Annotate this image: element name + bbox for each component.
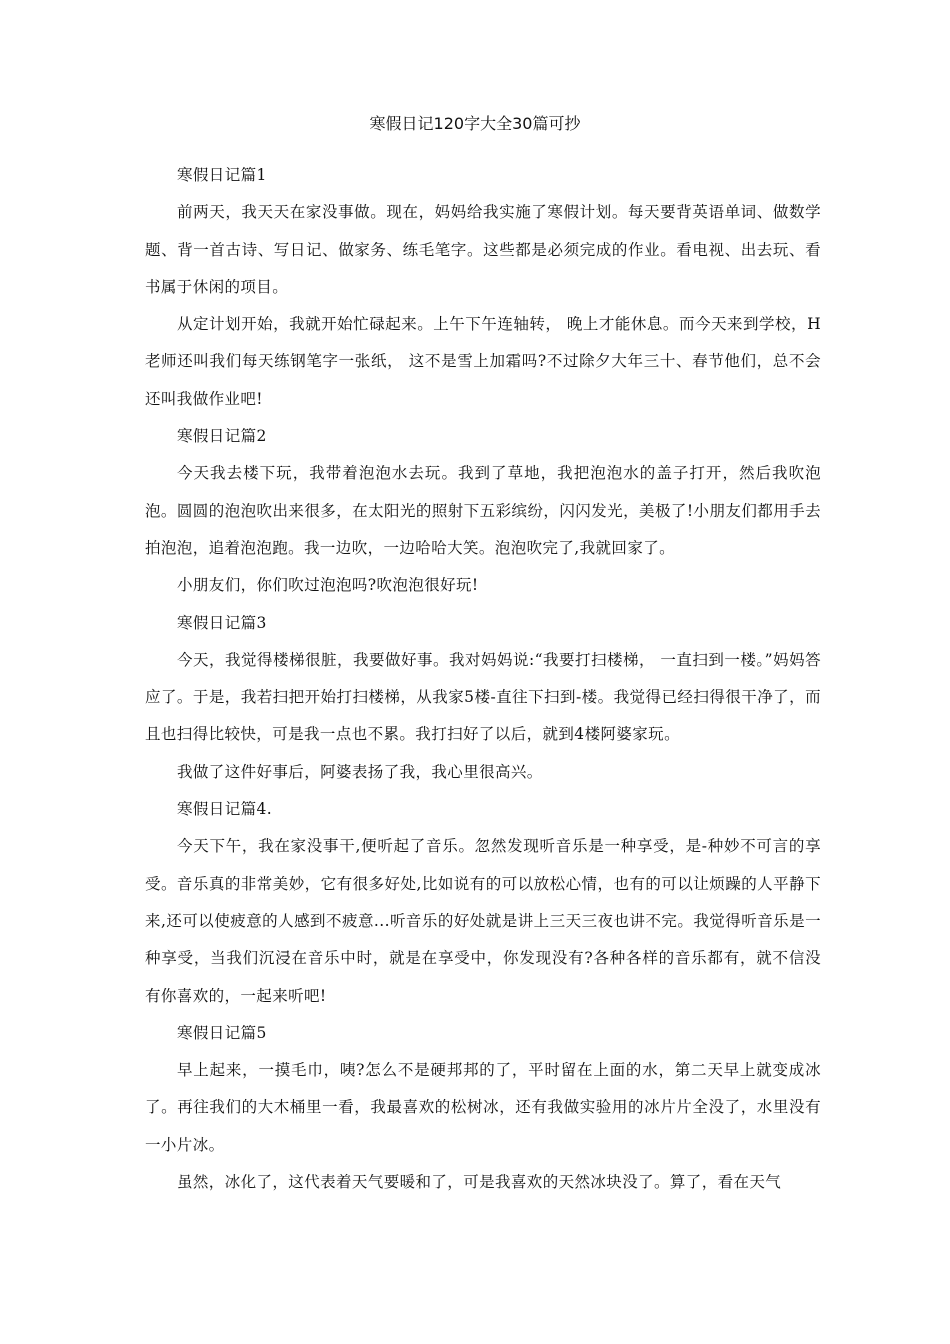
paragraph: 今天，我觉得楼梯很脏，我要做好事。我对妈妈说:“我要打扫楼梯， 一直扫到一楼。”妈妈答应了。于是，我若扫把开始打扫楼梯，从我家5楼-直往下扫到-楼。我觉得已经扫得很干净了，而且也扫得比较快，可是我一点也不累。我打扫好了以后，就到4楼阿婆家玩。 xyxy=(145,650,821,744)
paragraph: 我做了这件好事后，阿婆表扬了我，我心里很高兴。 xyxy=(177,762,543,781)
document-title: 寒假日记120字大全30篇可抄 xyxy=(369,114,581,133)
document-body xyxy=(145,157,821,1201)
paragraph: 今天我去楼下玩，我带着泡泡水去玩。我到了草地，我把泡泡水的盖子打开，然后我吹泡泡。圆圆的泡泡吹出来很多，在太阳光的照射下五彩缤纷，闪闪发光，美极了!小朋友们都用手去拍泡泡，追着泡泡跑。我一边吹，一边哈哈大笑。泡泡吹完了,我就回家了。 xyxy=(145,464,821,557)
diary-heading: 寒假日记篇3 xyxy=(177,613,267,632)
diary-heading: 寒假日记篇4. xyxy=(177,800,273,819)
paragraph: 今天下午，我在家没事干,便听起了音乐。忽然发现听音乐是一种享受，是-种妙不可言的享受。音乐真的非常美妙，它有很多好处,比如说有的可以放松心情，也有的可以让烦躁的人平静下来,还可以使疲意的人感到不疲意...听音乐的好处就是讲上三天三夜也讲不完。我觉得听音乐是一种享受，当我们沉浸在音乐中时，就是在享受中，你发现没有?各种各样的音乐都有，就不信没有你喜欢的，一起来听吧! xyxy=(145,837,821,1005)
paragraph: 小朋友们，你们吹过泡泡吗?吹泡泡很好玩! xyxy=(177,576,479,595)
diary-heading: 寒假日记篇1 xyxy=(177,166,267,184)
diary-heading: 寒假日记篇5 xyxy=(177,1023,267,1042)
diary-heading: 寒假日记篇2 xyxy=(177,427,267,446)
paragraph: 从定计划开始，我就开始忙碌起来。上午下午连轴转， 晚上才能休息。而今天来到学校，H老师还叫我们每天练钢笔字一张纸， 这不是雪上加霜吗?不过除夕大年三十、春节他们，总不会还叫我做作业吧! xyxy=(145,315,821,408)
paragraph: 早上起来，一摸毛巾，咦?怎么不是硬邦邦的了，平时留在上面的水，第二天早上就变成冰了。再往我们的大木桶里一看，我最喜欢的松树冰，还有我做实验用的冰片片全没了，水里没有一小片冰。 xyxy=(145,1061,821,1154)
paragraph: 前两天，我天天在家没事做。现在，妈妈给我实施了寒假计划。每天要背英语单词、做数学题、背一首古诗、写日记、做家务、练毛笔字。这些都是必须完成的作业。看电视、出去玩、看书属于休闲的项目。 xyxy=(145,203,821,296)
paragraph: 虽然，冰化了，这代表着天气要暖和了，可是我喜欢的天然冰块没了。算了，看在天气 xyxy=(177,1173,782,1192)
